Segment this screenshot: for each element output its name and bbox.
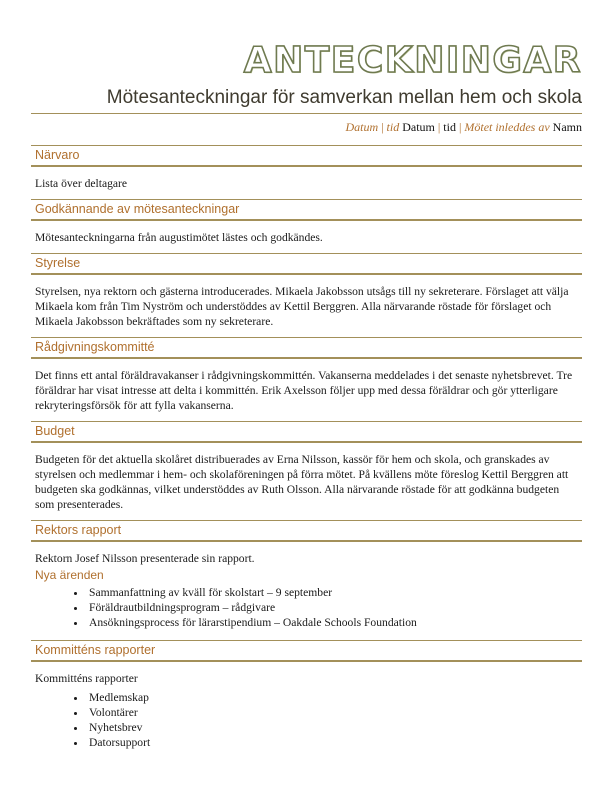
section-heading-advisory: Rådgivningskommitté	[31, 337, 582, 359]
principal-text: Rektorn Josef Nilsson presenterade sin rapport.	[35, 552, 255, 565]
meta-separator: |	[458, 120, 462, 134]
name-value: Namn	[552, 120, 582, 134]
list-item: • Föräldrautbildningsprogram – rådgivare	[87, 600, 582, 615]
new-items-heading: Nya ärenden	[35, 568, 104, 582]
section-heading-committees: Kommitténs rapporter	[31, 640, 582, 662]
list-item: • Ansökningsprocess för lärarstipendium – Oakdale Schools Foundation	[87, 615, 582, 630]
meta-separator: |	[437, 120, 441, 134]
time-value: tid	[443, 120, 456, 134]
document-page	[31, 0, 582, 750]
started-by-label: Mötet inleddes av	[464, 120, 550, 134]
advisory-text: Det finns ett antal föräldravakanser i rådgivningskommittén. Vakanserna meddelades i det senaste nyhetsbrevet. Tre föräldrar har visat intresse att delta i kommittén. Erik Axelsson följer upp med dessa föräldrar och gör ytterligare rekryteringsförsök för att fylla vakanserna.	[35, 369, 573, 412]
meeting-meta-line	[31, 119, 582, 135]
budget-text: Budgeten för det aktuella skolåret distribuerades av Erna Nilsson, kassör för hem och skola, och granskades av styrelsen och medlemmar i hem- och skolaföreningen på förra mötet. På kvällens möte föreslog Kettil Berggren att budgeten ska godkännas, vilket understöddes av Ruth Olsson. Alla närvarande röstade för att godkänna budgeten som presenterades.	[35, 453, 569, 511]
committee-reports-list	[31, 690, 582, 750]
list-item: • Sammanfattning av kväll för skolstart – 9 september	[87, 585, 582, 600]
meta-separator: |	[381, 120, 384, 134]
document-title: ANTECKNINGAR	[243, 40, 582, 81]
list-item: • Medlemskap	[87, 690, 582, 705]
list-item: • Volontärer	[87, 705, 582, 720]
section-heading-principal: Rektors rapport	[31, 520, 582, 542]
board-text: Styrelsen, nya rektorn och gästerna introducerades. Mikaela Jakobsson utsågs till ny sekreterare. Förslaget att välja Mikaela kom från Tim Nyström och understöddes av Kettil Berggren. Alla närvarande röstade för förslaget och Mikaela Jakobsson bekräftades som ny sekreterare.	[35, 285, 569, 328]
date-value: Datum	[402, 120, 435, 134]
section-heading-attendance: Närvaro	[31, 145, 582, 167]
section-heading-budget: Budget	[31, 421, 582, 443]
list-item: • Datorsupport	[87, 735, 582, 750]
date-label: Datum	[345, 120, 379, 134]
document-subtitle: Mötesanteckningar för samverkan mellan hem och skola	[106, 87, 582, 108]
section-heading-approval: Godkännande av mötesanteckningar	[31, 199, 582, 221]
new-items-list	[31, 585, 582, 630]
committees-text: Kommitténs rapporter	[35, 672, 138, 685]
section-heading-board: Styrelse	[31, 253, 582, 275]
list-item: • Nyhetsbrev	[87, 720, 582, 735]
attendance-text: Lista över deltagare	[35, 177, 128, 190]
time-label: tid	[386, 120, 400, 134]
approval-text: Mötesanteckningarna från augustimötet lästes och godkändes.	[35, 231, 323, 244]
subtitle-divider	[31, 113, 582, 114]
